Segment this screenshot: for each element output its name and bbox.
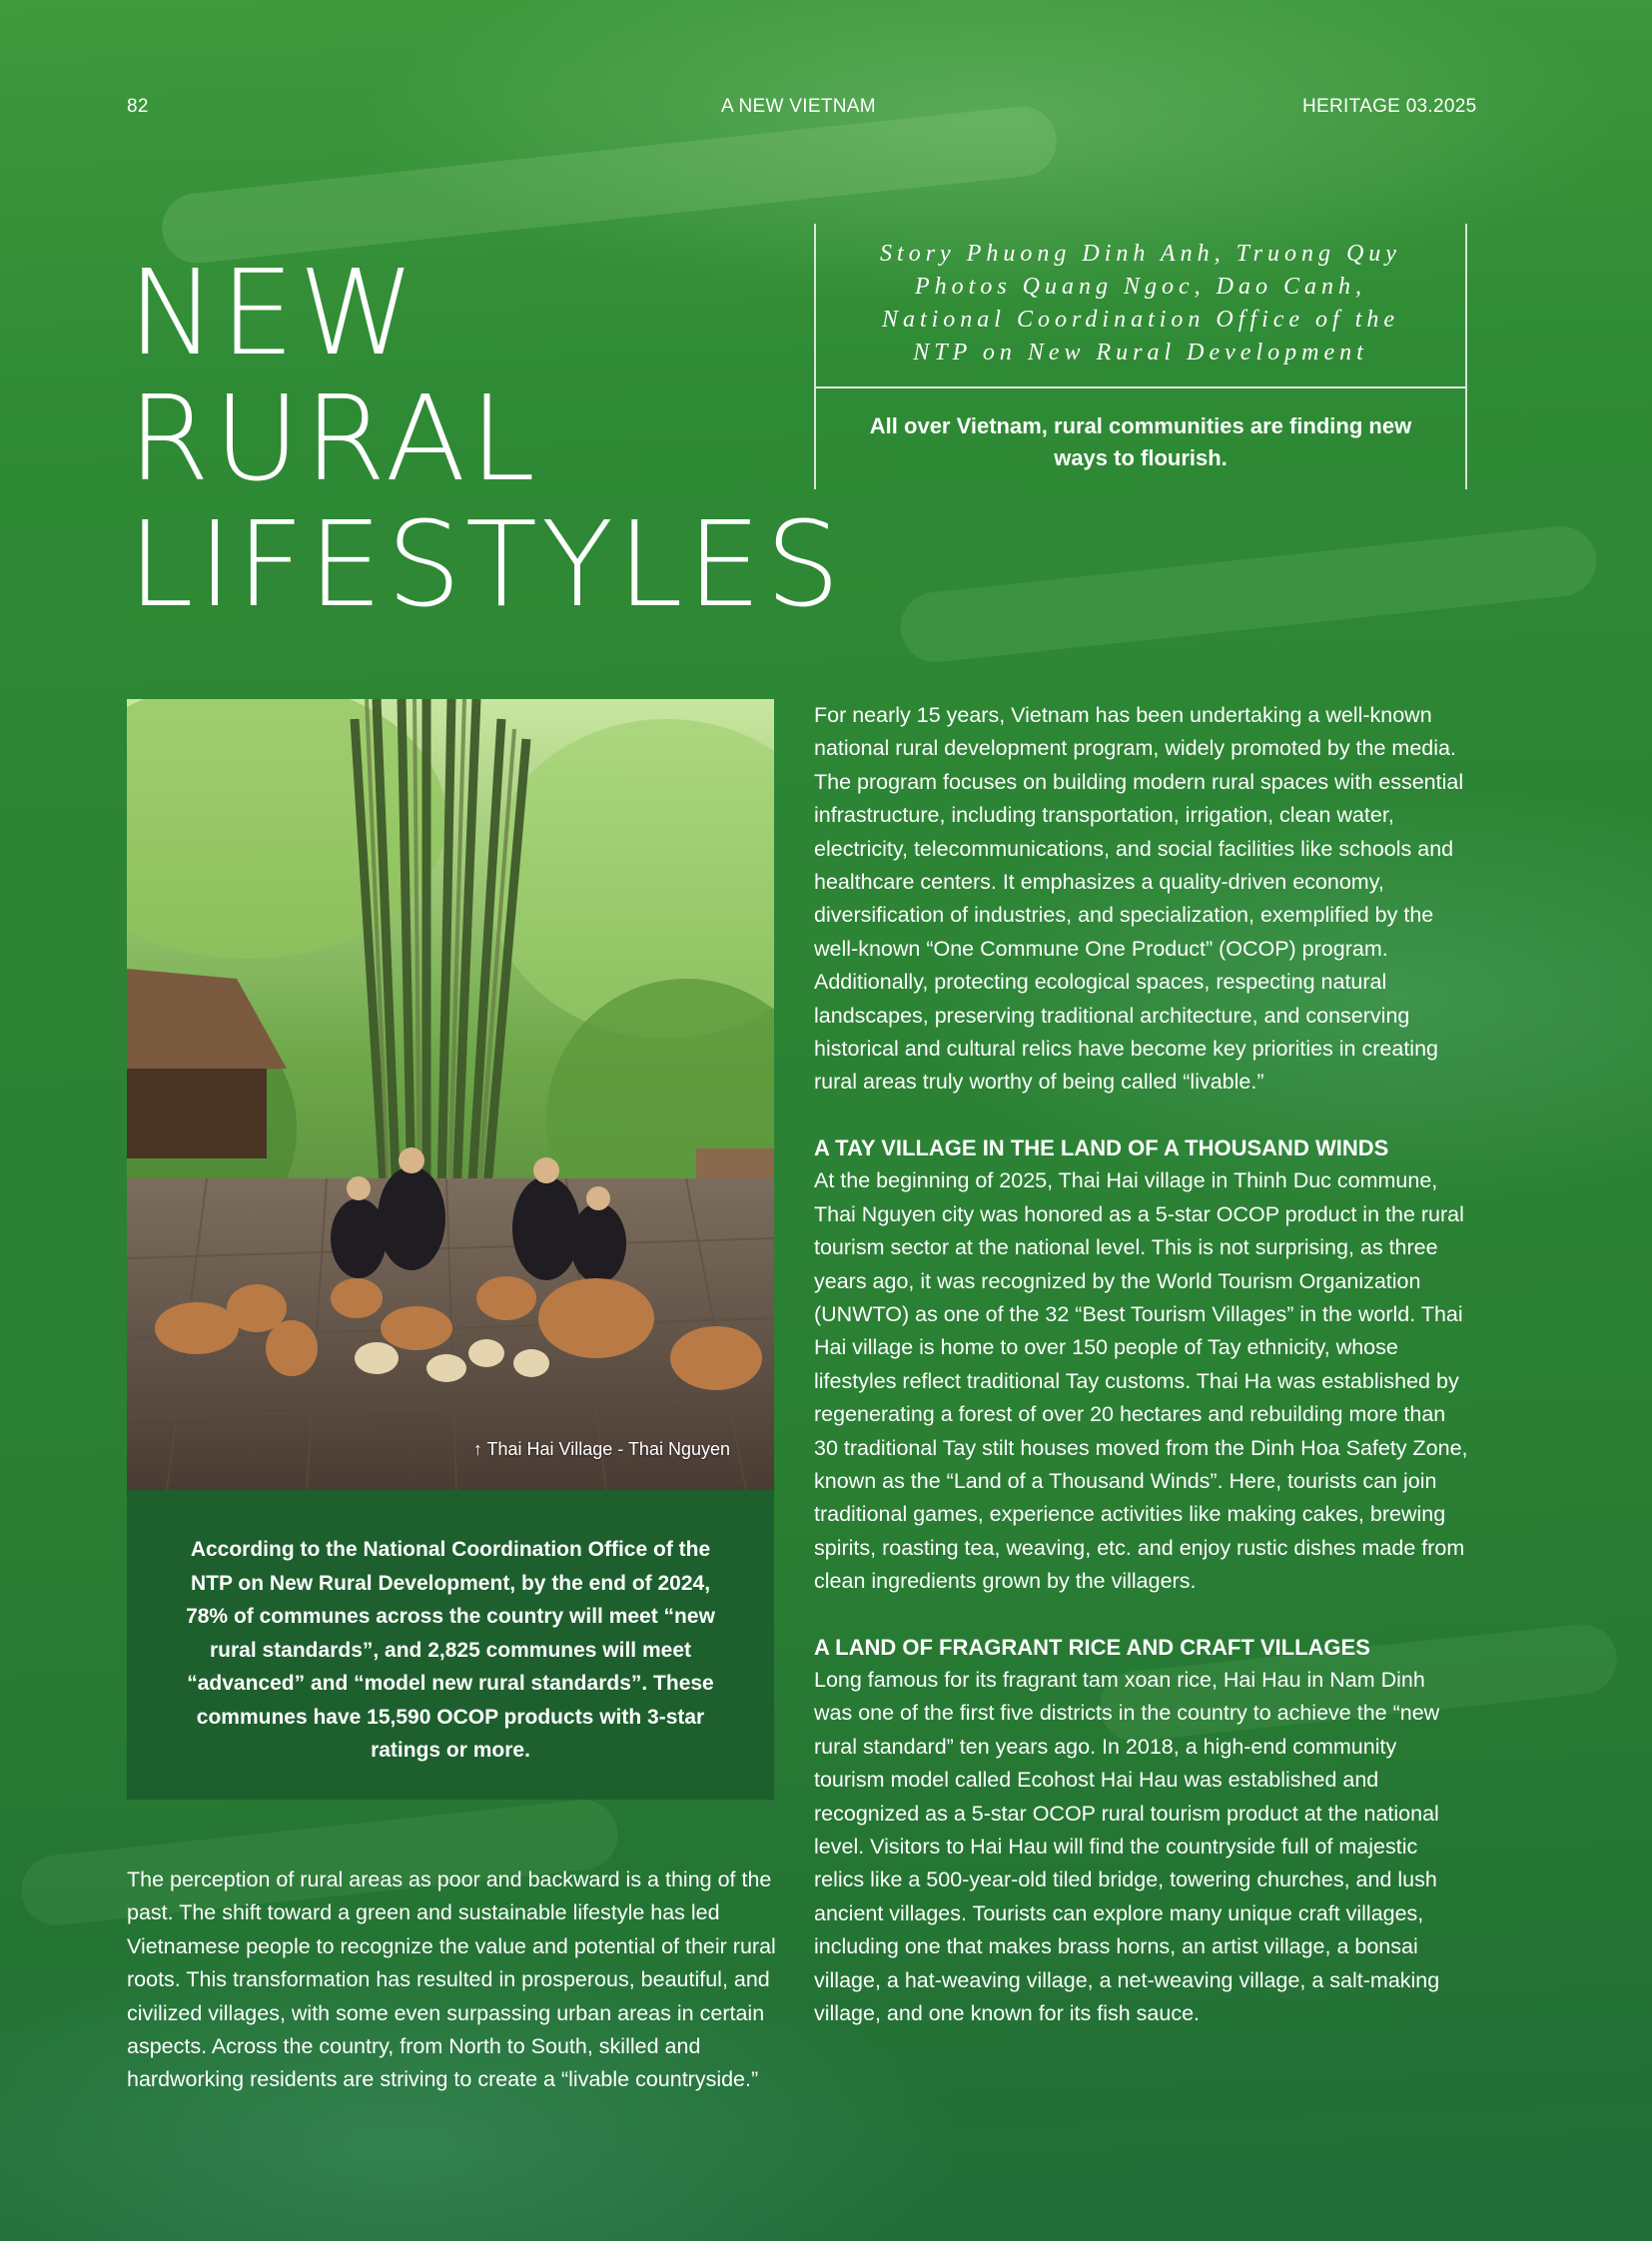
village-photo [127, 699, 774, 1490]
subheading: A TAY VILLAGE IN THE LAND OF A THOUSAND WINDS [814, 1134, 1389, 1160]
section-label: A NEW VIETNAM [721, 96, 876, 117]
brush-streak [897, 523, 1599, 666]
standfirst: All over Vietnam, rural communities are finding new ways to flourish. [869, 413, 1412, 470]
body-paragraph: At the beginning of 2025, Thai Hai village in Thinh Duc commune, Thai Nguyen city was honored as a 5-star OCOP product in the rural tourism sector at the national level. This is not surprising, as three years ago, it was recognized by the World Tourism Organization (UNWTO) as one of the 32 “Best Tourism Villages” in the world. Thai Hai village is home to over 150 people of Tay ethnicity, whose lifestyles reflect traditional Tay customs. Thai Ha was established by regenerating a forest of over 20 hectares and rebuilding more than 30 traditional Tay stilt houses moved from the Dinh Hoa Safety Zone, known as the “Land of a Thousand Winds”. Here, tourists can join traditional games, experience activities like making cakes, brewing spirits, roasting tea, weaving, etc. and enjoy rustic dishes made from clean ingredients grown by the villagers. [814, 1168, 1468, 1594]
arrow-up-icon: ↑ [472, 1439, 482, 1459]
credit-line: Story Phuong Dinh Anh, Truong Quy [880, 241, 1401, 267]
photo-caption [473, 1439, 730, 1460]
divider [816, 386, 1465, 388]
title-line: NEW RURAL [128, 244, 540, 507]
body-paragraph: The perception of rural areas as poor and backward is a thing of the past. The shift toward a green and sustainable lifestyle has led Vietnamese people to recognize the value and potential of their rural roots. This transformation has resulted in prosperous, beautiful, and civilized villages, with some even surpassing urban areas in certain aspects. Across the country, from North to South, skilled and hardworking residents are striving to create a “livable countryside.” [127, 1868, 776, 2092]
page-title [128, 244, 845, 633]
title-line: LIFESTYLES [128, 495, 845, 633]
body-paragraph: Long famous for its fragrant tam xoan rice, Hai Hau in Nam Dinh was one of the first five districts in the country to achieve the “new rural standard” ten years ago. In 2018, a high-end community tourism model called Ecohost Hai Hau was established and recognized as a 5-star OCOP rural tourism product at the national level. Visitors to Hai Hau will find the countryside full of majestic relics like a 500-year-old tiled bridge, towering churches, and lush ancient villages. Tourists can explore many unique craft villages, including one that makes brass horns, an artist village, a bonsai village, a hat-weaving village, a net-weaving village, a salt-making village, and one known for its fish sauce. [814, 1667, 1440, 2026]
body-paragraph: For nearly 15 years, Vietnam has been undertaking a well-known national rural development program, widely promoted by the media. The program focuses on building modern rural spaces with essential infrastructure, including transportation, irrigation, clean water, electricity, telecommunications, and social facilities like schools and healthcare centers. It emphasizes a quality-driven economy, diversification of industries, and specialization, exemplified by the well-known “One Commune One Product” (OCOP) program. Additionally, protecting ecological spaces, respecting natural landscapes, preserving traditional architecture, and conserving historical and cultural relics have become key priorities in creating rural areas truly worthy of being called “livable.” [814, 703, 1464, 1095]
page-number: 82 [127, 96, 149, 117]
stat-callout-text: According to the National Coordination Office of the NTP on New Rural Development, by the end of 2024, 78% of communes across the country will meet “new rural standards”, and 2,825 communes will meet “advanced” and “model new rural standards”. These communes have 15,590 OCOP products with 3-star ratings or more. [186, 1538, 715, 1762]
credits [816, 238, 1465, 370]
bamboo-grove-illustration [127, 699, 774, 1490]
credit-line: NTP on New Rural Development [913, 340, 1368, 366]
credit-line: Photos Quang Ngoc, Dao Canh, [915, 274, 1366, 300]
stat-callout-box [127, 1490, 774, 1800]
caption-text: Thai Hai Village - Thai Nguyen [486, 1439, 730, 1459]
credit-box [814, 224, 1467, 489]
credit-line: National Coordination Office of the [881, 307, 1400, 333]
issue-label: HERITAGE 03.2025 [1302, 96, 1477, 117]
subheading: A LAND OF FRAGRANT RICE AND CRAFT VILLAGES [814, 1634, 1370, 1660]
article-column [814, 699, 1468, 2030]
